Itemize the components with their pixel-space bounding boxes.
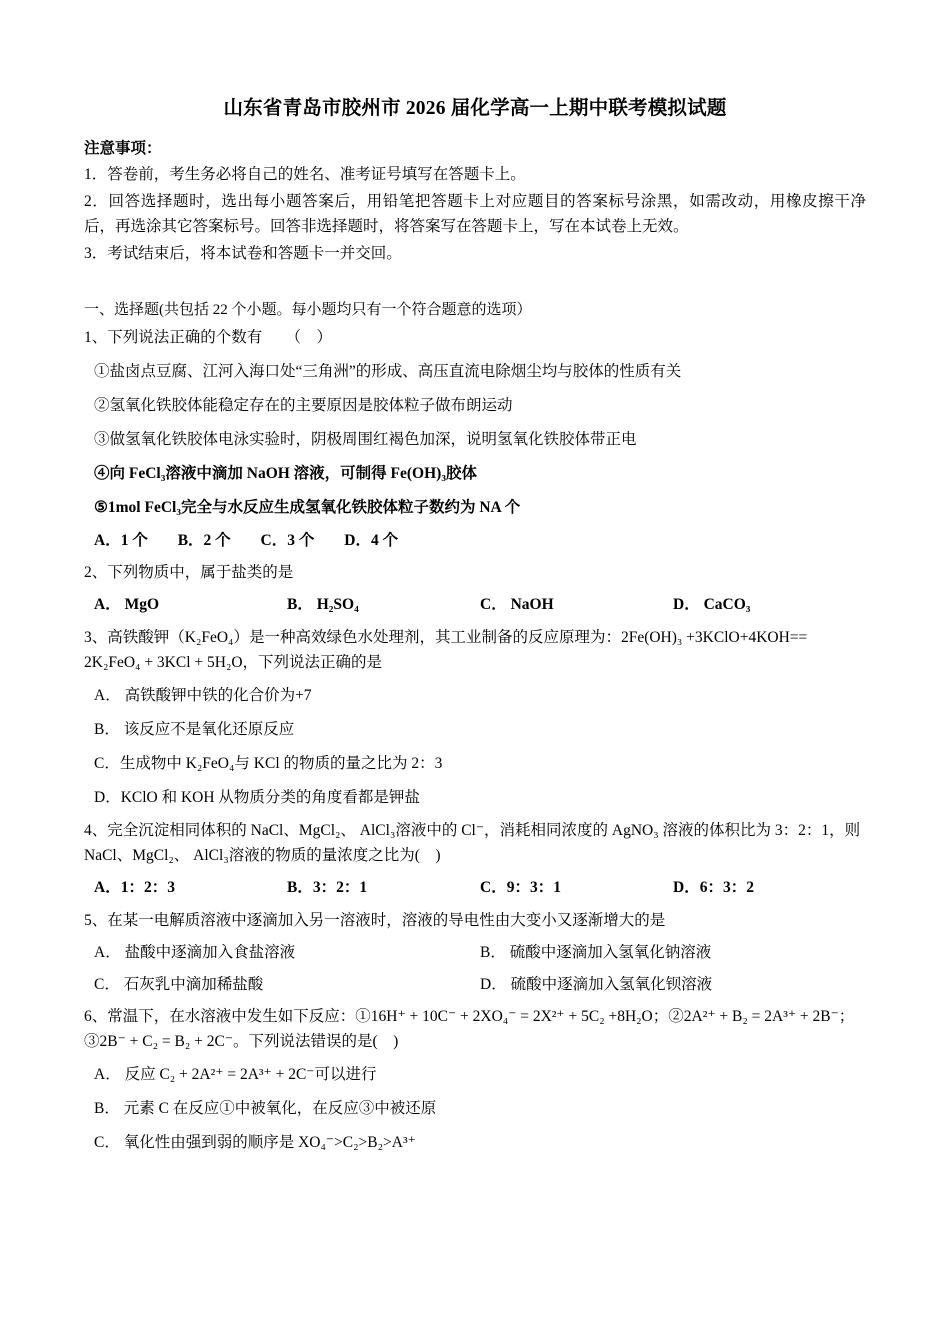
question-stem: 1、下列说法正确的个数有 （ ） [84,329,333,347]
option-b[interactable]: B． 元素 C 在反应①中被氧化，在反应③中被还原 [94,1100,437,1118]
option-list [84,940,866,965]
question-stem: 4、完全沉淀相同体积的 NaCl、MgCl₂、 AlCl₃溶液中的 Cl⁻，消耗相同浓度的 AgNO₃ 溶液的体积比为 3：2：1，则 NaCl、MgCl₂、 AlCl₃溶液的物质的量浓度之比为( ) [84,822,861,865]
option-c[interactable]: C．3 个 [260,532,315,550]
option-a[interactable]: A． 盐酸中逐滴加入食盐溶液 [94,943,296,961]
option-d[interactable]: D． CaCO₃ [673,596,751,614]
option-list [84,875,866,900]
option-list [84,592,866,617]
notice-line-2: 2．回答选择题时，选出每小题答案后，用铅笔把答题卡上对应题目的答案标号涂黑，如需改动，用橡皮擦干净后，再选涂其它答案标号。回答非选择题时，将答案写在答题卡上，写在本试卷上无效。 [84,193,866,236]
option-a[interactable]: A． 反应 C₂ + 2A²⁺ = 2A³⁺ + 2C⁻可以进行 [94,1066,377,1084]
notice-line-3: 3．考试结束后，将本试卷和答题卡一并交回。 [84,245,402,263]
notice-heading: 注意事项： [84,140,162,157]
option-b[interactable]: B． H₂SO₄ [287,596,359,614]
option-b[interactable]: B．3：2：1 [287,879,368,897]
option-b[interactable]: B． 硫酸中逐滴加入氢氧化钠溶液 [480,943,712,961]
option-a[interactable]: A．1 个 [94,532,148,550]
question-subitem: ④向 FeCl₃溶液中滴加 NaOH 溶液，可制得 Fe(OH)₃胶体 [94,464,477,482]
option-c[interactable]: C． 氧化性由强到弱的顺序是 XO₄⁻>C₂>B₂>A³⁺ [94,1134,416,1152]
option-b[interactable]: B．2 个 [177,532,231,550]
question-stem: 5、在某一电解质溶液中逐滴加入另一溶液时，溶液的导电性由大变小又逐渐增大的是 [84,911,666,929]
question-subitem: ③做氢氧化铁胶体电泳实验时，阴极周围红褐色加深，说明氢氧化铁胶体带正电 [94,430,637,448]
option-c[interactable]: C．9：3：1 [480,879,561,897]
option-list [84,972,866,997]
question-stem: 2、下列物质中，属于盐类的是 [84,564,294,582]
option-d[interactable]: D． 硫酸中逐滴加入氢氧化钡溶液 [480,975,713,993]
option-d[interactable]: D．KClO 和 KOH 从物质分类的角度看都是钾盐 [94,789,420,807]
page-title: 山东省青岛市胶州市 2026 届化学高一上期中联考模拟试题 [223,98,727,119]
option-c[interactable]: C． NaOH [480,596,554,614]
question-subitem: ⑤1mol FeCl₃完全与水反应生成氢氧化铁胶体粒子数约为 NA 个 [94,499,521,517]
question-stem: 3、高铁酸钾（K₂FeO₄）是一种高效绿色水处理剂，其工业制备的反应原理为：2Fe(OH)₃ +3KClO+4KOH== 2K₂FeO₄ + 3KCl + 5H₂O，下列说法正确的是 [84,628,808,671]
question-subitem: ①盐卤点豆腐、江河入海口处“三角洲”的形成、高压直流电除烟尘均与胶体的性质有关 [94,362,682,380]
question-subitem: ②氢氧化铁胶体能稳定存在的主要原因是胶体粒子做布朗运动 [94,396,513,414]
option-d[interactable]: D．6：3：2 [673,879,754,897]
option-b[interactable]: B． 该反应不是氧化还原反应 [94,720,295,738]
section-heading: 一、选择题(共包括 22 个小题。每小题均只有一个符合题意的选项） [84,302,532,319]
option-c[interactable]: C．生成物中 K₂FeO₄与 KCl 的物质的量之比为 2：3 [94,754,443,772]
option-c[interactable]: C． 石灰乳中滴加稀盐酸 [94,975,264,993]
notice-line-1: 1．答卷前，考生务必将自己的姓名、准考证号填写在答题卡上。 [84,166,526,183]
option-d[interactable]: D．4 个 [344,532,399,550]
option-a[interactable]: A． MgO [94,596,160,614]
option-a[interactable]: A． 高铁酸钾中铁的化合价为+7 [94,686,312,704]
option-a[interactable]: A．1：2：3 [94,879,175,897]
question-stem: 6、常温下，在水溶液中发生如下反应：①16H⁺ + 10C⁻ + 2XO₄⁻ = 2X²⁺ + 5C₂ +8H₂O；②2A²⁺ + B₂ = 2A³⁺ + 2B⁻；③2B⁻ + C₂ = B₂ + 2C⁻。下列说法错误的是( ) [84,1007,855,1050]
option-list [84,528,866,553]
